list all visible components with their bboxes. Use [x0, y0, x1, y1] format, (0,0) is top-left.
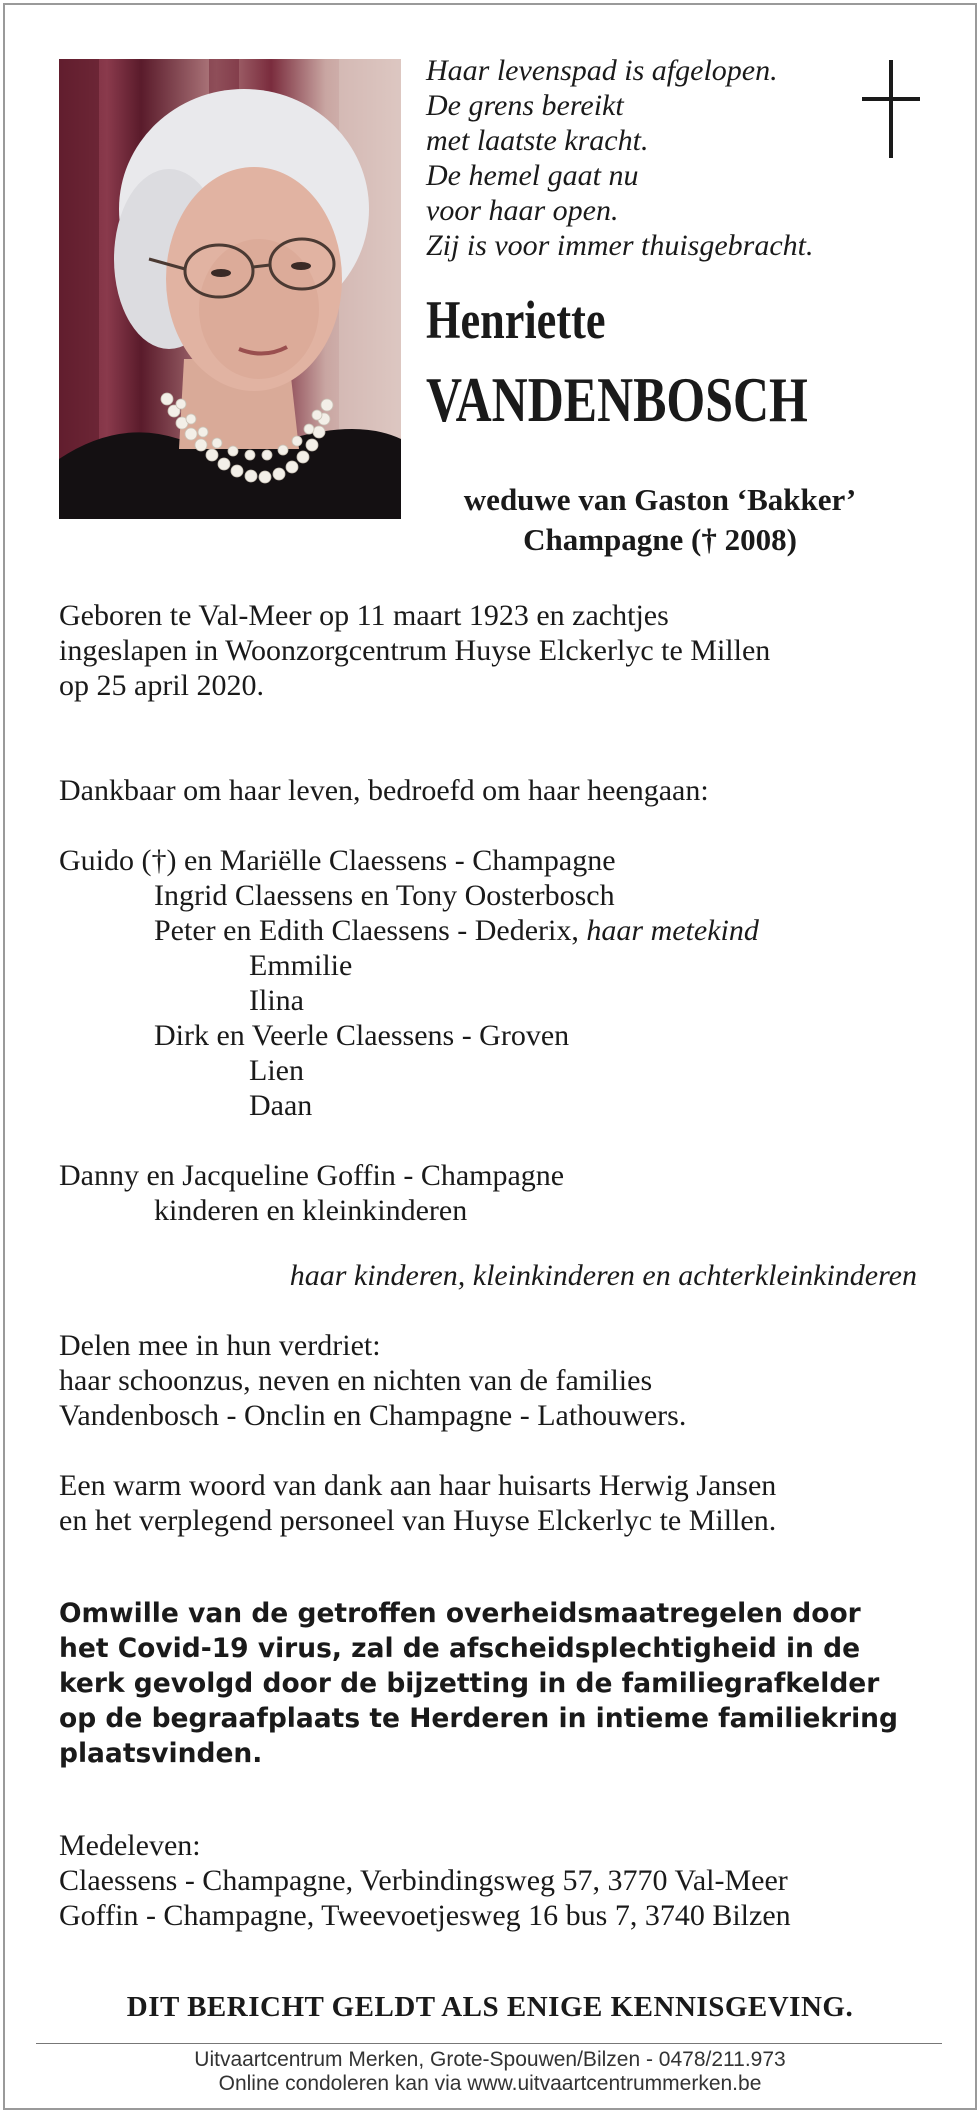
covid-line: op de begraafplaats te Herderen in intieme familiekring	[59, 1703, 899, 1734]
share-line: Delen mee in hun verdriet:	[59, 1329, 381, 1362]
poem-line: De hemel gaat nu	[426, 159, 639, 192]
family-line: Ingrid Claessens en Tony Oosterbosch	[154, 879, 615, 912]
footer-divider	[36, 2043, 942, 2044]
deceased-last-name: VANDENBOSCH	[426, 364, 808, 435]
condolence-addresses	[59, 1828, 791, 1933]
birth-line: op 25 april 2020.	[59, 669, 264, 702]
share-line: haar schoonzus, neven en nichten van de families	[59, 1364, 653, 1397]
thanks-line: Een warm woord van dank aan haar huisarts Herwig Jansen	[59, 1469, 777, 1502]
deceased-first-name: Henriette	[426, 290, 606, 350]
condolence-line: Medeleven:	[59, 1829, 201, 1862]
poem-line: Haar levenspad is afgelopen.	[426, 54, 778, 87]
poem-line: met laatste kracht.	[426, 124, 649, 157]
family-line: Ilina	[249, 984, 304, 1017]
cross-icon	[862, 60, 920, 160]
family-line: kinderen en kleinkinderen	[154, 1194, 468, 1227]
portrait-photo	[59, 59, 401, 519]
covid-notice	[59, 1596, 898, 1771]
family-line: Lien	[249, 1054, 304, 1087]
covid-line: het Covid-19 virus, zal de afscheidsplechtigheid in de	[59, 1633, 861, 1664]
share-line: Vandenbosch - Onclin en Champagne - Lathouwers.	[59, 1399, 687, 1432]
family-line: Danny en Jacqueline Goffin - Champagne	[59, 1159, 565, 1192]
grateful-line: Dankbaar om haar leven, bedroefd om haar heengaan:	[59, 774, 709, 807]
birth-line: ingeslapen in Woonzorgcentrum Huyse Elckerlyc te Millen	[59, 634, 771, 667]
poem-line: voor haar open.	[426, 194, 619, 227]
family-line: Dirk en Veerle Claessens - Groven	[154, 1019, 570, 1052]
poem-line: De grens bereikt	[426, 89, 624, 122]
family-note: haar metekind	[586, 914, 759, 947]
poem	[426, 53, 814, 263]
condolence-line: Goffin - Champagne, Tweevoetjesweg 16 bus 7, 3740 Bilzen	[59, 1899, 791, 1932]
thanks-line: en het verplegend personeel van Huyse Elckerlyc te Millen.	[59, 1504, 777, 1537]
footer-line: Uitvaartcentrum Merken, Grote-Spouwen/Bilzen - 0478/211.973	[194, 2048, 786, 2071]
poem-line: Zij is voor immer thuisgebracht.	[426, 229, 814, 262]
family-line: Guido (†) en Mariëlle Claessens - Champagne	[59, 844, 616, 877]
family-name: Peter en Edith Claessens - Dederix,	[154, 914, 579, 947]
covid-line: Omwille van de getroffen overheidsmaatregelen door	[59, 1598, 861, 1629]
widow-line: weduwe van Gaston ‘Bakker’	[463, 482, 857, 517]
main-text	[59, 598, 770, 1228]
covid-line: kerk gevolgd door de bijzetting in de familiegrafkelder	[59, 1668, 880, 1699]
covid-line: plaatsvinden.	[59, 1738, 263, 1769]
share-and-thanks	[59, 1328, 776, 1538]
signature-line: haar kinderen, kleinkinderen en achterkleinkinderen	[289, 1259, 917, 1292]
family-line	[59, 913, 770, 948]
widow-of	[400, 480, 920, 560]
family-line: Emmilie	[249, 949, 353, 982]
condolence-line: Claessens - Champagne, Verbindingsweg 57, 3770 Val-Meer	[59, 1864, 788, 1897]
footer	[0, 2048, 980, 2096]
portrait-illustration	[59, 59, 401, 519]
widow-line: Champagne († 2008)	[523, 522, 797, 557]
birth-line: Geboren te Val-Meer op 11 maart 1923 en zachtjes	[59, 599, 669, 632]
footer-line: Online condoleren kan via www.uitvaartcentrummerken.be	[218, 2072, 762, 2095]
notice-statement: DIT BERICHT GELDT ALS ENIGE KENNISGEVING.	[126, 1991, 854, 2023]
family-line: Daan	[249, 1089, 313, 1122]
